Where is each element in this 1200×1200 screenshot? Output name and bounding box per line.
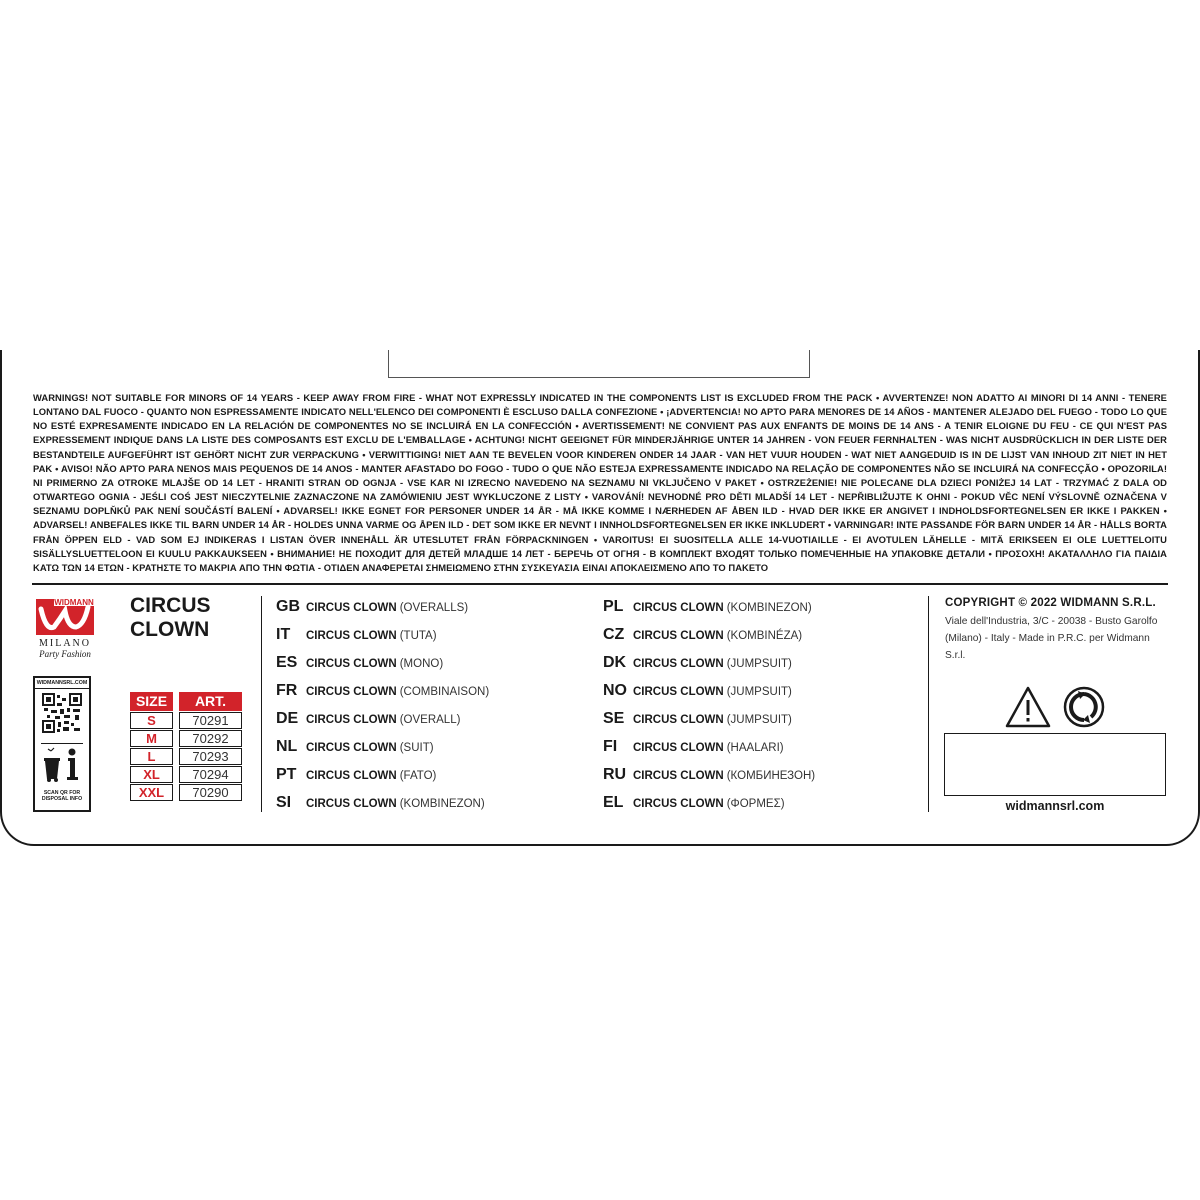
product-title-line-2: CLOWN [130,618,210,641]
brand-logo [32,597,98,659]
language-product-name: CIRCUS CLOWN [306,630,397,642]
product-title [130,594,211,642]
waste-bin-icon [41,743,83,788]
language-code: NL [276,738,298,755]
language-translation: (КОМБИНЕЗОН) [726,770,816,782]
art-cell: 70291 [179,712,242,729]
language-product-name: CIRCUS CLOWN [306,602,397,614]
size-row [130,712,242,729]
safety-icons [1005,686,1105,728]
brand-name: WIDMANN [54,598,94,607]
size-table [130,692,242,802]
language-code: SI [276,794,292,811]
blank-box [944,733,1166,796]
language-code: SE [603,710,625,727]
warning-triangle-icon [1005,686,1051,728]
language-product-name: CIRCUS CLOWN [633,630,724,642]
language-product-name: CIRCUS CLOWN [633,770,724,782]
language-item [603,598,812,626]
language-product-name: CIRCUS CLOWN [633,742,724,754]
scan-line-2: DISPOSAL INFO [41,796,83,802]
language-code: EL [603,794,624,811]
language-item [276,794,485,822]
size-cell: XXL [130,784,173,801]
qr-code-icon [42,693,82,738]
language-translation: (TUTA) [399,630,437,642]
language-product-name: CIRCUS CLOWN [633,602,724,614]
green-dot-recycle-icon [1063,686,1105,728]
language-product-name: CIRCUS CLOWN [306,742,397,754]
language-product-name: CIRCUS CLOWN [306,658,397,670]
language-item [276,738,434,766]
language-translation: (KOMBINEZON) [726,602,812,614]
scan-line-1: SCAN QR FOR [43,790,81,796]
language-translation: (OVERALL) [399,714,461,726]
language-translation: (OVERALLS) [399,602,469,614]
language-item [603,794,785,822]
qr-url: WIDMANNSRL.COM [35,678,89,689]
language-translation: (COMBINAISON) [399,686,490,698]
brand-tagline: Party Fashion [39,649,91,659]
language-code: RU [603,766,627,783]
language-product-name: CIRCUS CLOWN [306,686,397,698]
language-code: DE [276,710,299,727]
language-item [603,738,784,766]
language-code: IT [276,626,291,643]
language-item [276,654,443,682]
language-translation: (ΦΟΡΜΕΣ) [726,798,785,810]
art-header: ART. [179,692,242,711]
language-code: PL [603,598,624,615]
language-item [603,766,815,794]
warnings-text: WARNINGS! NOT SUITABLE FOR MINORS OF 14 YEARS - KEEP AWAY FROM FIRE - WHAT NOT EXPRESSLY INDICATED IN THE COMPONENTS LIST IS EXCLUDED FROM THE PACK • AVVERTENZE! NON ADATTO AI MINORI DI 14 ANNI - TENERE LONTANO DAL FUOCO - QUANTO NON ESPRESSAMENTE INDICATO NELL'ELENCO DEI COMPONENTI È ESCLUSO DALLA CONFEZIONE • ¡ADVERTENCIA! NO APTO PARA MENORES DE 14 AÑOS - MANTENER ALEJADO DEL FUEGO - TODO LO QUE NO ESTÉ EXPRESAMENTE INDICADO EN LA RELACIÓN DE COMPONENTES NO SE INCLUIRÁ EN LA CONFECCIÓN • AVERTISSEMENT! NE CONVIENT PAS AUX ENFANTS DE MOINS DE 14 ANS - A TENIR ELOIGNE DU FEU - CE QUI N'EST PAS EXPRESSEMENT INDIQUE DANS LA LISTE DES COMPOSANTS EST EXCLU DE L'EMBALLAGE • ACHTUNG! NICHT GEEIGNET FÜR MINDERJÄHRIGE UNTER 14 JAHREN - VON FEUER FERNHALTEN - WAS NICHT AUSDRÜCKLICH IN DER LISTE DER BESTANDTEILE AUFGEFÜHRT IST GEHÖRT NICHT ZUR VERPACKUNG • VERWITTIGING! NIET AAN TE BEVELEN VOOR KINDEREN ONDER 14 JAAR - VAN HET VUUR HOUDEN - WAT NIET AANGEDUID IS IN DE LIJST VAN INHOUD ZIT NIET IN HET PAK • AVISO! NÃO APTO PARA NENOS MAIS PEQUENOS DE 14 ANOS - MANTER AFASTADO DO FOGO - TUDO O QUE NÃO ESTEJA EXPRESSAMENTE INDICADO NA RELAÇÃO DE COMPONENTES NÃO SE INCLUIRÁ NA CONFECÇÃO • OPOZORILA! NI PRIMERNO ZA OTROKE MLAJŠE OD 14 LET - HRANITI STRAN OD OGNJA - VSE KAR NI IZRECNO NAVEDENO NA SEZNAMU NI VKLJUČENO V PAKET • OSTRZEŻENIE! NIE POLECANE DLA DZIECI PONIŻEJ 14 LAT - TRZYMAĆ Z DALA OD OTWARTEGO OGNIA - JEŚLI COŚ JEST NIECZYTELNIE ZAZNACZONE NA ZAMÓWIENIU JEST WYKLUCZONE Z LISTY • VAROVÁNÍ! NEVHODNÉ PRO DĚTI MLADŠÍ 14 LET - NEPŘIBLIŽUJTE K OHNI - POKUD VĚC NENÍ VÝSLOVNĚ OZNAČENA V SEZNAMU DOPLŇKŮ PAK NENÍ SOUČÁSTÍ BALENÍ • ADVARSEL! IKKE EGNET FOR PERSONER UNDER 14 ÅR - MÅ IKKE KOMME I NÆRHEDEN AF ÅBEN ILD - HVAD DER IKKE ER ANGIVET I INDHOLDSFORTEGNELSEN ER IKKE I PAKKEN • ADVARSEL! ANBEFALES IKKE TIL BARN UNDER 14 ÅR - HOLDES UNNA VARME OG ÅPEN ILD - DET SOM IKKE ER NEVNT I INNHOLDSFORTEGNELSEN ER IKKE INKLUDERT • VARNINGAR! INTE PASSANDE FÖR BARN UNDER 14 ÅR - HÅLLS BORTA FRÅN ÖPPEN ELD - VAD SOM EJ INDIKERAS I LISTAN ÖVER INNEHÅLL ÄR UTESLUTET FRÅN FÖRPACKNINGEN • VAROITUS! EI SUOSITELLA ALLE 14-VUOTIAILLE - EI AVOTULEN LÄHELLE - MITÄ ERIKSEEN EI OLE LUETTELOITU SISÄLLYSLUETTELOON EI KUULU PAKKAUKSEEN • ВНИМАНИЕ! НЕ ПОХОДИТ ДЛЯ ДЕТЕЙ МЛАДШЕ 14 ЛЕТ - БЕРЕЧЬ ОТ ОГНЯ - В КОМПЛЕКТ ВХОДЯТ ТОЛЬКО ПОМЕЧЕННЫЕ НА УПАКОВКЕ ДЕТАЛИ • ΠΡΟΣΟΧΗ! ΑΚΑΤΑΛΛΗΛΟ ΓΙΑ ΠΑΙΔΙΑ ΚΑΤΩ ΤΩΝ 14 ΕΤΩΝ - ΚΡΑΤΗΣΤΕ ΤΟ ΜΑΚΡΙΑ ΑΠΟ ΤΗΝ ΦΩΤΙΑ - ΟΤΙΔΕΝ ΑΝΑΦΕΡΕΤΑΙ ΣΗΜΕΙΩΜΕΝΟ ΣΤΗΝ ΣΥΣΚΕΥΑΣΙΑ ΕΙΝΑΙ ΑΠΟΚΛΕΙΣΜΕΝΟ ΑΠΟ ΤΟ ΠΑΚΕΤΟ [33,392,1167,573]
language-translation: (KOMBINEZON) [399,798,485,810]
language-translation: (FATO) [399,770,437,782]
language-translation: (KOMBINÉZA) [726,630,803,642]
language-translation: (SUIT) [399,742,434,754]
language-product-name: CIRCUS CLOWN [633,686,724,698]
language-product-name: CIRCUS CLOWN [633,658,724,670]
language-translation: (JUMPSUIT) [726,658,792,670]
language-code: FI [603,738,618,755]
language-item [276,598,468,626]
copyright-block [945,597,1169,664]
art-cell: 70290 [179,784,242,801]
language-product-name: CIRCUS CLOWN [633,798,724,810]
top-empty-box [388,350,810,378]
size-cell: M [130,730,173,747]
divider-line [32,583,1168,585]
size-cell: XL [130,766,173,783]
size-row [130,748,242,765]
column-divider-1 [261,596,262,812]
language-item [603,710,792,738]
brand-city: MILANO [39,638,91,649]
art-cell: 70292 [179,730,242,747]
language-product-name: CIRCUS CLOWN [306,798,397,810]
language-code: GB [276,598,300,615]
language-item [603,682,792,710]
language-translation: (JUMPSUIT) [726,714,792,726]
language-item [603,654,792,682]
column-divider-2 [928,596,929,812]
art-cell: 70294 [179,766,242,783]
size-table-header [130,692,242,711]
language-translation: (JUMPSUIT) [726,686,792,698]
address-line-1: Viale dell'Industria, 3/C - 20038 - Busto Garolfo [945,616,1158,627]
language-product-name: CIRCUS CLOWN [633,714,724,726]
language-item [276,682,489,710]
language-item [276,766,436,794]
language-code: NO [603,682,627,699]
product-title-line-1: CIRCUS [130,594,211,617]
size-row [130,784,242,801]
size-header: SIZE [130,692,173,711]
size-cell: L [130,748,173,765]
language-item [276,710,460,738]
language-product-name: CIRCUS CLOWN [306,714,397,726]
language-translation: (HAALARI) [726,742,784,754]
language-code: ES [276,654,298,671]
language-code: CZ [603,626,625,643]
address-line-2: (Milano) - Italy - Made in P.R.C. per Widmann S.r.l. [945,633,1150,661]
language-item [603,626,802,654]
art-cell: 70293 [179,748,242,765]
scan-qr-text [35,790,89,802]
size-row [130,766,242,783]
language-code: PT [276,766,297,783]
language-code: FR [276,682,298,699]
size-cell: S [130,712,173,729]
website: widmannsrl.com [1005,799,1105,813]
size-row [130,730,242,747]
copyright-line: COPYRIGHT © 2022 WIDMANN S.R.L. [945,597,1156,609]
language-translation: (MONO) [399,658,444,670]
language-product-name: CIRCUS CLOWN [306,770,397,782]
address [945,613,1169,664]
qr-disposal-panel [33,676,91,812]
widmann-w-logo-icon [32,597,98,637]
language-code: DK [603,654,627,671]
language-item [276,626,437,654]
